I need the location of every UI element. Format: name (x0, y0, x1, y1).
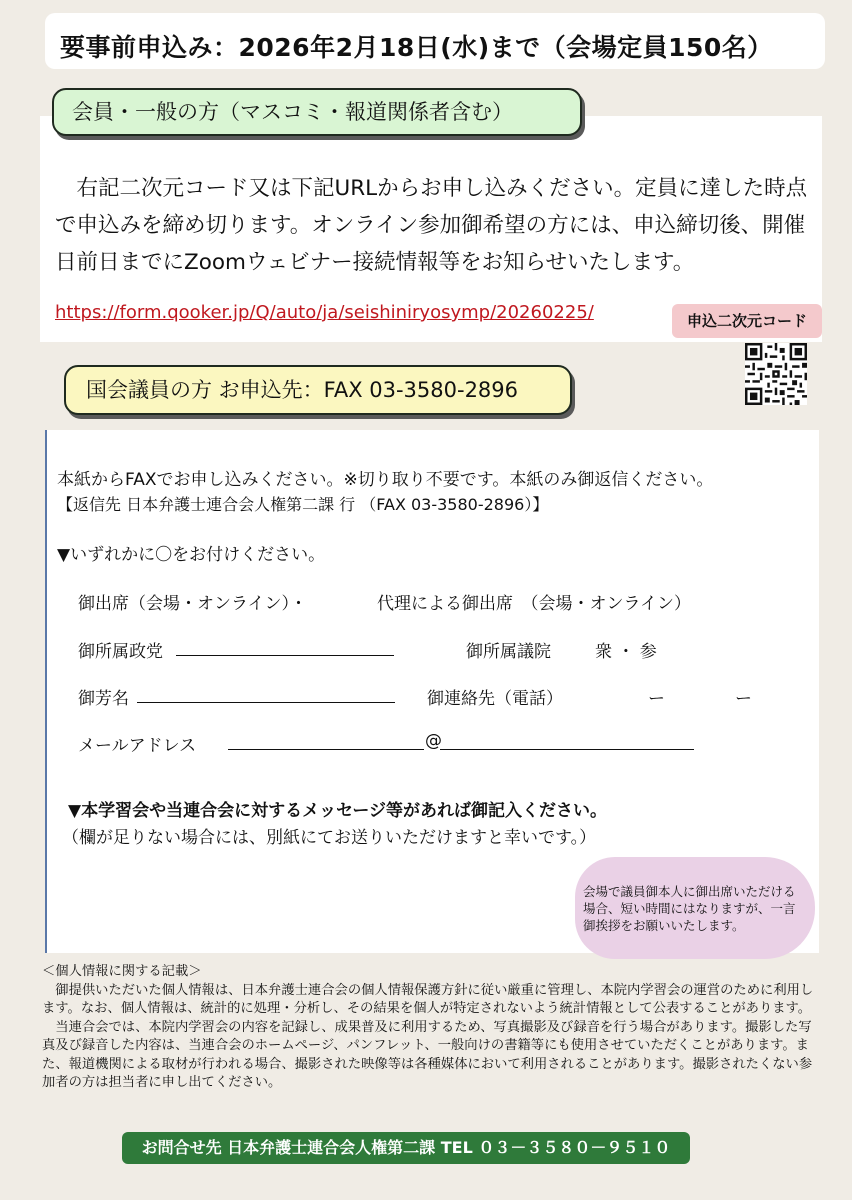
email-domain-input-line[interactable] (440, 731, 694, 750)
message-heading: ▼本学習会や当連合会に対するメッセージ等があれば御記入ください。 (68, 801, 608, 821)
attendance-self-option[interactable]: 御出席（会場・オンライン）・ (78, 594, 307, 614)
greeting-request-note: 会場で議員御本人に御出席いただける場合、短い時間にはなりますが、一言御挨拶をお願いいたします。 (575, 857, 815, 959)
privacy-heading: ＜個人情報に関する記載＞ (42, 964, 202, 979)
form-intro: 本紙からFAXでお申し込みください。※切り取り不要です。本紙のみ御返信ください。 (57, 470, 714, 490)
phone-label: 御連絡先（電話） (427, 689, 563, 709)
name-label: 御芳名 (78, 689, 129, 709)
attendance-proxy-option[interactable]: 代理による御出席 （会場・オンライン） (377, 594, 691, 614)
privacy-notice (42, 963, 822, 1093)
qr-code-image[interactable] (745, 343, 807, 405)
party-label: 御所属政党 (78, 642, 163, 662)
email-label: メールアドレス (78, 736, 197, 756)
form-instruction: ▼いずれかに〇をお付けください。 (57, 545, 326, 565)
qr-code-label: 申込二次元コード (672, 304, 822, 338)
deadline-heading: 要事前申込み：2026年2月18日(水)まで（会場定員150名） (60, 33, 773, 62)
privacy-paragraph: 当連合会では、本院内学習会の内容を記録し、成果普及に利用するため、写真撮影及び録音を行う場合があります。撮影した写真及び録音した内容は、当連合会のホームページ、パンフレット、一般向けの書籍等にも使用させていただくことがあります。また、報道機関による取材が行われる場合、撮影された映像等は各種媒体において利用されることがあります。撮影されたくない参加者の方は担当者に申し出てください。 (42, 1019, 813, 1090)
diet-member-section-label: 国会議員の方 お申込先：FAX 03-3580-2896 (64, 365, 572, 415)
chamber-options[interactable]: 衆 ・ 参 (595, 642, 657, 662)
member-section-label: 会員・一般の方（マスコミ・報道関係者含む） (52, 88, 582, 136)
registration-url-link[interactable]: https://form.qooker.jp/Q/auto/ja/seishiniryosymp/20260225/ (55, 302, 594, 323)
phone-separator: ー (648, 689, 665, 709)
chamber-label: 御所属議院 (466, 642, 551, 662)
contact-info-bar: お問合せ先 日本弁護士連合会人権第二課 TEL ０３－３５８０－９５１０ (122, 1132, 690, 1164)
message-subnote: （欄が足りない場合には、別紙にてお送りいただけますと幸いです。） (62, 828, 597, 848)
member-instructions: 右記二次元コード又は下記URLからお申し込みください。定員に達した時点で申込みを締め切ります。オンライン参加御希望の方には、申込締切後、開催日前日までにZoomウェビナー接続情報等をお知らせいたします。 (55, 176, 808, 275)
party-input-line[interactable] (176, 637, 394, 656)
phone-separator: ー (735, 689, 752, 709)
privacy-paragraph: 御提供いただいた個人情報は、日本弁護士連合会の個人情報保護方針に従い厳重に管理し、本院内学習会の運営のために利用します。なお、個人情報は、統計的に処理・分析し、その結果を個人が特定されないよう統計情報として公表することがあります。 (42, 982, 814, 1016)
message-area[interactable] (60, 850, 565, 945)
name-input-line[interactable] (137, 684, 395, 703)
form-return-address: 【返信先 日本弁護士連合会人権第二課 行 （FAX 03-3580-2896）】 (57, 495, 549, 514)
email-local-input-line[interactable] (228, 731, 424, 750)
email-at-sign: @ (425, 731, 442, 751)
